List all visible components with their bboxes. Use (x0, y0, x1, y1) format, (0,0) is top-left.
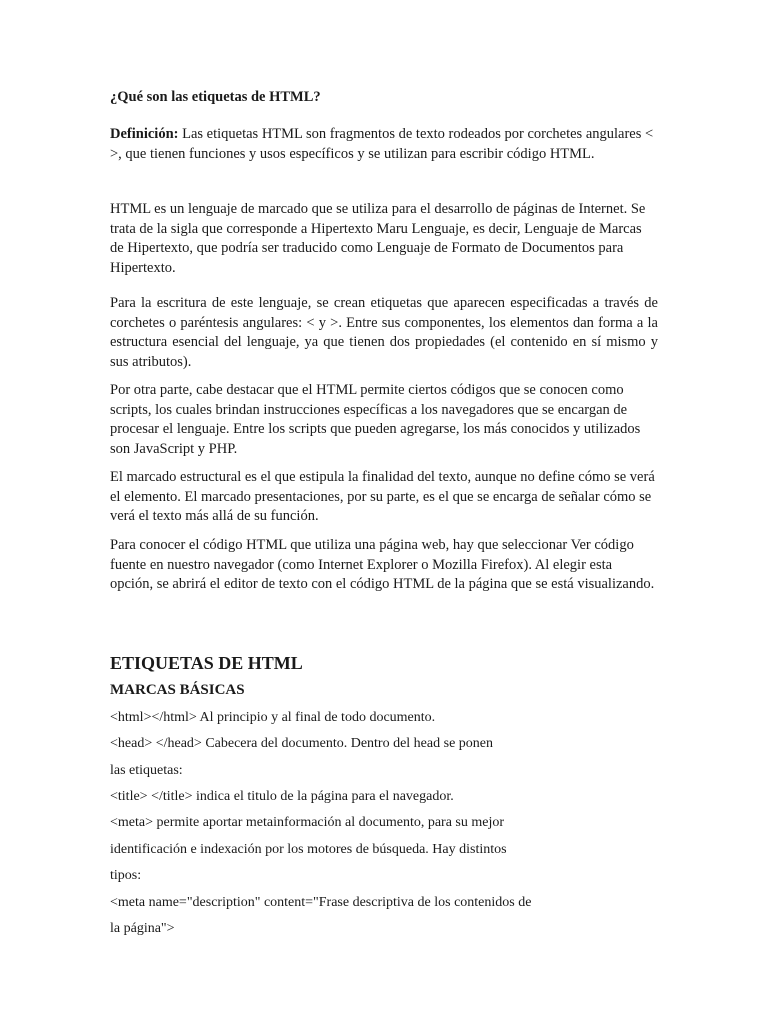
structural-markup-paragraph: El marcado estructural es el que estipula la finalidad del texto, aunque no define cómo se verá el elemento. El marcado presentaciones, por su parte, es el que se encarga de señalar cómo se verá el texto más allá de su función. (110, 469, 655, 524)
tag-line: <meta name="description" content="Frase descriptiva de los contenidos de (110, 895, 532, 910)
definition-paragraph (110, 125, 658, 164)
scripts-paragraph: Por otra parte, cabe destacar que el HTML permite ciertos códigos que se conocen como scripts, los cuales brindan instrucciones específicas a los navegadores que se encargan de procesar el lenguaje. Entre los scripts que pueden agregarse, los más conocidos y utilizados son JavaScript y PHP. (110, 382, 641, 457)
question-heading: ¿Qué son las etiquetas de HTML? (110, 89, 321, 105)
tag-line: tipos: (110, 868, 142, 883)
tag-line: la página"> (110, 921, 175, 936)
tag-line: <title> </title> indica el titulo de la página para el navegador. (110, 789, 454, 804)
section-title: ETIQUETAS DE HTML (110, 653, 303, 673)
subsection-title: MARCAS BÁSICAS (110, 682, 245, 698)
view-source-paragraph: Para conocer el código HTML que utiliza una página web, hay que seleccionar Ver código fuente en nuestro navegador (como Internet Explorer o Mozilla Firefox). Al elegir esta opción, se abrirá el editor de texto con el código HTML de la página que se está visualizando. (110, 537, 655, 592)
writing-paragraph: Para la escritura de este lenguaje, se crean etiquetas que aparecen especificadas a través de corchetes o paréntesis angulares: < y >. Entre sus componentes, los elementos dan forma a la estructura esencial del lenguaje, ya que tienen dos propiedades (el contenido en sí mismo y sus atributos). (110, 295, 658, 370)
tag-line: <html></html> Al principio y al final de todo documento. (110, 710, 436, 725)
tag-line: <meta> permite aportar metainformación al documento, para su mejor (110, 815, 505, 830)
definition-label: Definición: (110, 126, 179, 142)
tag-line: las etiquetas: (110, 763, 183, 778)
tag-line: <head> </head> Cabecera del documento. Dentro del head se ponen (110, 736, 493, 751)
definition-text: Las etiquetas HTML son fragmentos de texto rodeados por corchetes angulares < >, que tienen funciones y usos específicos y se utilizan para escribir código HTML. (110, 126, 654, 162)
html-paragraph: HTML es un lenguaje de marcado que se utiliza para el desarrollo de páginas de Internet. Se trata de la sigla que corresponde a Hipertexto Maru Lenguaje, es decir, Lenguaje de Marcas de Hipertexto, que podría ser traducido como Lenguaje de Formato de Documentos para Hipertexto. (110, 201, 646, 276)
tag-line: identificación e indexación por los motores de búsqueda. Hay distintos (110, 842, 507, 857)
